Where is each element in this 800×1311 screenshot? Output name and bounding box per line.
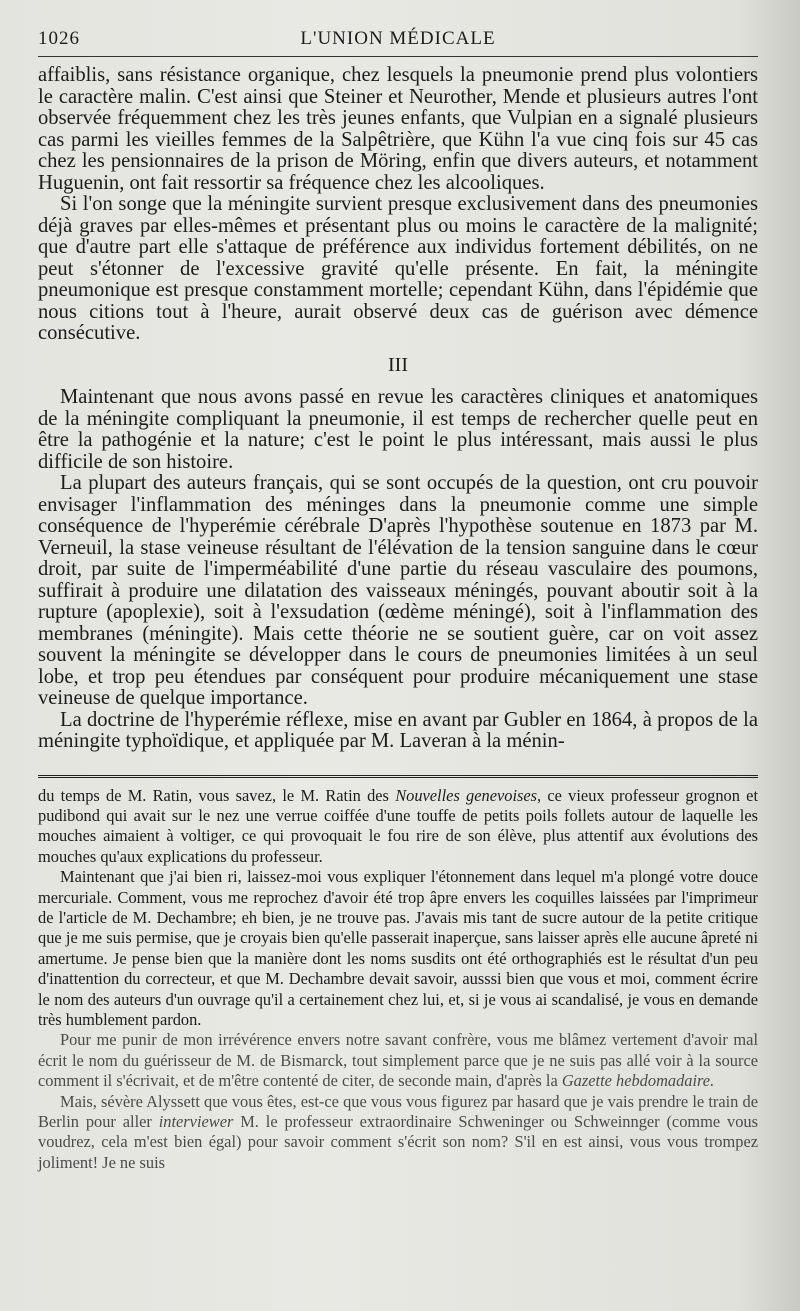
feuilleton-section [38,786,758,1174]
feuilleton-paragraph [38,786,758,868]
feuilleton-italic: Gazette hebdomadaire. [561,1071,715,1091]
article-paragraph: Si l'on songe que la méningite survient presque exclusivement dans des pneumonies déjà graves par elles-mêmes et présentant plus ou moins le caractère de la malignité; que d'autre part elle s'attaque de préférence aux individus fortement débilités, on ne peut s'étonner de l'excessive gravité qu'elle présente. En fait, la méningite pneumonique est presque constamment mortelle; cependant Kühn, dans l'épidémie que nous citions tout à l'heure, aurait observé deux cas de guérison avec démence consécutive. [38,193,758,344]
article-paragraph: La doctrine de l'hyperémie réflexe, mise en avant par Gubler en 1864, à propos de la méningite typhoïdique, et appliquée par M. Laveran à la ménin- [38,708,758,752]
feuilleton-paragraph [38,1092,758,1174]
article-paragraph: affaiblis, sans résistance organique, chez lesquels la pneumonie prend plus volontiers le caractère malin. C'est ainsi que Steiner et Neurother, Mende et plusieurs autres l'ont observée fréquemment chez les très jeunes enfants, que Vulpian en a signalé plusieurs cas parmi les vieilles femmes de la Salpêtrière, que Kühn l'a vue cinq fois sur 45 cas chez les pensionnaires de la prison de Möring, enfin que divers auteurs, et notamment Huguenin, ont fait ressortir sa fréquence chez les alcooliques. [38,64,758,194]
header-rule [38,56,758,57]
article-paragraph: La plupart des auteurs français, qui se sont occupés de la question, ont cru pouvoir envisager l'inflammation des méninges dans la pneumonie comme une simple conséquence de l'hyperémie cérébrale D'après l'hypothèse soutenue en 1873 par M. Verneuil, la stase veineuse résultant de l'élévation de la tension sanguine dans le cœur droit, par suite de l'imperméabilité d'une partie du réseau vasculaire des poumons, suffirait à produire une dilatation des vaisseaux méningés, pouvant aboutir soit à la rupture (apoplexie), soit à l'exsudation (œdème méningé), soit à l'inflammation des membranes (méningite). Mais cette théorie ne se soutient guère, car on voit assez souvent la méningite se développer dans le cours de pneumonies limitées à un seul lobe, et trop peu étendues par conséquent pour produire mécaniquement une stase veineuse de quelque importance. [38,472,758,709]
feuilleton-paragraph: Maintenant que j'ai bien ri, laissez-moi vous expliquer l'étonnement dans lequel m'a plongé votre douce mercuriale. Comment, vous me reprochez d'avoir été trop âpre envers les coquilles laissées par l'imprimeur de l'article de M. Dechambre; eh bien, je ne trouve pas. J'avais mis tant de sucre autour de la petite critique que je me suis permise, que je croyais bien qu'elle passerait inaperçue, sans laisser après elle aucune âpreté ni amertume. Je pense bien que la manière dont les noms susdits ont été orthographiés est le résultat d'un peu d'inattention du correcteur, et que M. Dechambre devait savoir, ausssi bien que vous et moi, comment écrire le nom des auteurs d'un ouvrage qu'il a certainement chez lui, et, si je vous ai scandalisé, je vous en demande très humblement pardon. [38,867,758,1029]
journal-title: L'UNION MÉDICALE [300,28,496,49]
page-number: 1026 [38,28,80,49]
running-header [38,28,758,50]
feuilleton-text: du temps de M. Ratin, vous savez, le M. Ratin des [38,785,396,805]
feuilleton-text: ce vieux professeur grognon et pudibond qui avait sur le nez une verrue coiffée d'une touffe de petits poils follets autour de laquelle les mouches aimaient à voltiger, ce qui provoquait le fou rire de son élève, plus attentif aux évolutions des mouches qu'aux explications du professeur. [38,785,759,866]
main-article [38,65,758,753]
feuilleton-divider [38,775,758,778]
article-paragraph: Maintenant que nous avons passé en revue les caractères cliniques et anatomiques de la méningite compliquant la pneumonie, il est temps de rechercher quelle peut en être la pathogénie et la nature; c'est le point le plus intéressant, mais aussi le plus difficile de son histoire. [38,386,758,473]
feuilleton-text: M. le professeur extraordinaire Schweninger ou Schweinnger (comme vous voudrez, cela m'est bien égal) pour savoir comment s'écrit son nom? S'il en est ainsi, vous vous trompez joliment! Je ne suis [38,1112,759,1172]
feuilleton-paragraph [38,1030,758,1091]
feuilleton-italic: interviewer [158,1112,234,1131]
feuilleton-text: Mais, sévère Alyssett que vous êtes, est-ce que vous vous figurez par hasard que je vais prendre le train de Berlin pour aller [38,1091,758,1131]
feuilleton-italic: Nouvelles genevoises, [395,785,542,805]
section-heading: III [388,353,408,376]
feuilleton-text: Pour me punir de mon irrévérence envers notre savant confrère, vous me blâmez vertement d'avoir mal écrit le nom du guérisseur de M. de Bismarck, tout simplement parce que je ne suis pas allé voir à la source comment il s'écrivait, et de m'être contenté de citer, de seconde main, d'après la [38,1030,758,1091]
